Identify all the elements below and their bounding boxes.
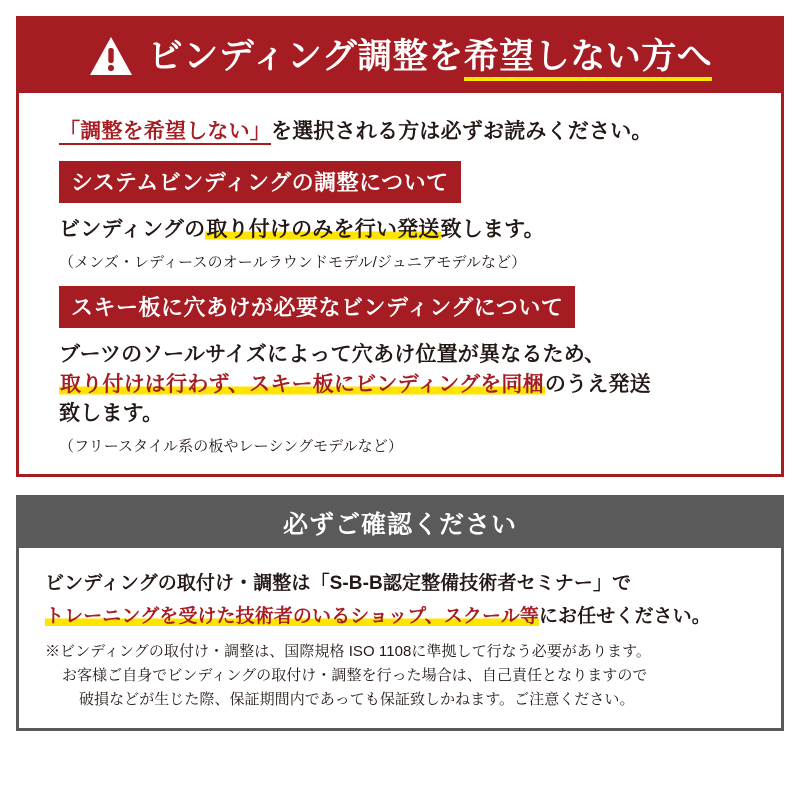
card2-header-gray <box>19 498 781 548</box>
section1-para-post: 致します。 <box>440 218 545 241</box>
lead-text <box>59 115 759 145</box>
notice-card-binding <box>16 16 784 477</box>
section2-bar: スキー板に穴あけが必要なビンディングについて <box>59 286 575 328</box>
section2-line1: ブーツのソールサイズによって穴あけ位置が異なるため、 <box>59 342 606 366</box>
small-line-2: お客様ご自身でビンディングの取付け・調整を行った場合は、自己責任となりますので <box>62 667 648 685</box>
warning-triangle-icon <box>88 35 134 77</box>
section1-para-mark: 取り付けのみを行い発送 <box>206 218 440 241</box>
card2-line1: ビンディングの取付け・調整は「S-B-B認定整備技術者セミナー」で <box>45 573 632 595</box>
card-title-highlight: 希望しない方へ <box>464 37 713 81</box>
card2-small-print <box>45 640 755 712</box>
card-header-red <box>19 19 781 93</box>
lead-rest: を選択される方は必ずお読みください。 <box>271 120 653 143</box>
section-spacer <box>41 272 759 286</box>
card2-title: 必ずご確認ください <box>282 511 517 540</box>
section2-line2-post: のうえ発送 <box>544 372 651 396</box>
small-line-3: 破損などが生じた際、保証期間内であっても保証致しかねます。ご注意ください。 <box>79 691 635 709</box>
card-title-plain: ビンディング調整を <box>147 36 464 76</box>
section1-note: （メンズ・レディースのオールラウンドモデル/ジュニアモデルなど） <box>59 253 527 271</box>
section2-note: （フリースタイル系の板やレーシングモデルなど） <box>59 438 403 456</box>
card-title <box>147 36 713 76</box>
card2-body <box>19 548 781 728</box>
card2-line2-post: にお任せください。 <box>538 606 711 628</box>
section1-paragraph <box>59 215 759 245</box>
notice-card-confirm <box>16 495 784 731</box>
small-line-1: ※ビンディングの取付け・調整は、国際規格 ISO 1108に準拠して行なう必要があります。 <box>45 643 651 661</box>
section1-bar: システムビンディングの調整について <box>59 161 461 203</box>
section1-para-pre: ビンディングの <box>59 218 206 241</box>
card2-line2 <box>45 601 755 628</box>
section2-paragraph <box>59 340 759 429</box>
section2-line3: 致します。 <box>59 402 164 426</box>
lead-red-part: 「調整を希望しない」 <box>59 120 271 143</box>
section2-line2-mark: 取り付けは行わず、スキー板にビンディングを同梱 <box>60 372 544 396</box>
card2-line2-mark: トレーニングを受けた技術者のいるショップ、スクール等 <box>45 606 539 628</box>
card-body <box>19 93 781 474</box>
